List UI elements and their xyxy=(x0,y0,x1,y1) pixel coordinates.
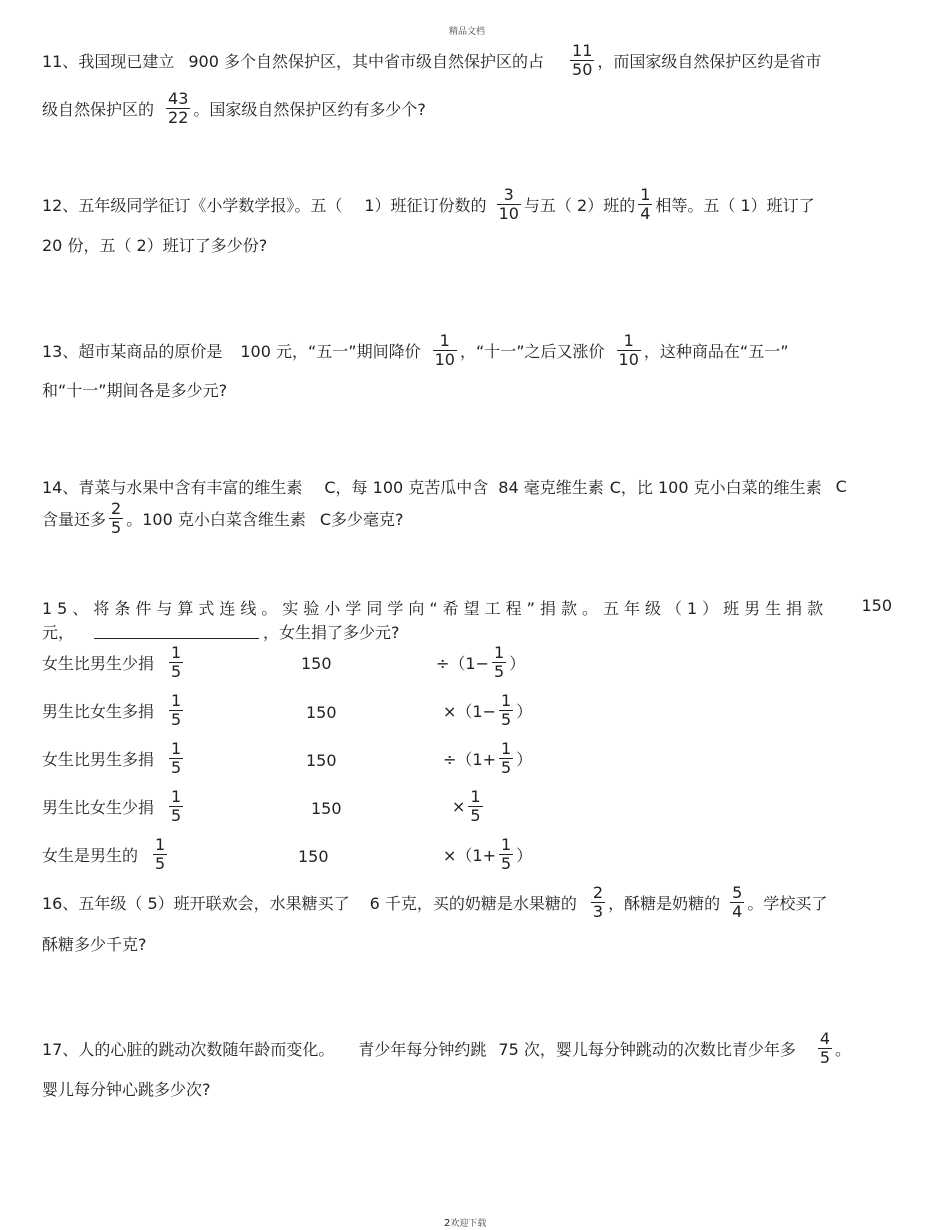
match-condition: 女生比男生少捐 xyxy=(42,654,155,674)
q17-text-a: 17、人的心脏的跳动次数随年龄而变化。 xyxy=(42,1040,335,1060)
question-17-line-2: 婴儿每分钟心跳多少次? xyxy=(42,1080,211,1099)
q11-text-d: 级自然保护区的 xyxy=(42,100,155,120)
page-number: 2 xyxy=(444,1218,451,1229)
q12-text-b: 1）班征订份数的 xyxy=(364,196,487,216)
match-condition: 女生比男生多捐 xyxy=(42,750,155,770)
match-condition-fraction: $\frac{1}{5}$ xyxy=(155,835,166,874)
question-15-line-2 xyxy=(42,620,400,643)
question-13-line-2: 和“十一”期间各是多少元? xyxy=(42,381,228,400)
question-12-line-2: 20 份，五（ 2）班订了多少份? xyxy=(42,236,268,255)
question-14-line-2 xyxy=(42,500,404,538)
q13-text-a: 13、超市某商品的原价是 xyxy=(42,342,223,362)
q14-text-g: 。100 克小白菜含维生素 xyxy=(126,510,306,530)
formula-fraction: $\frac{1}{5}$ xyxy=(501,835,512,874)
q12-text-d: 相等。五（ 1）班订了 xyxy=(655,196,815,216)
q17-fraction: $\frac{4}{5}$ xyxy=(819,1029,831,1068)
match-row xyxy=(42,692,186,730)
q14-text-f: 含量还多 xyxy=(42,510,107,530)
page-header: 精品文档 xyxy=(449,27,486,37)
question-17-line-1 xyxy=(42,1030,851,1068)
q14-text-a: 14、青菜与水果中含有丰富的维生素 xyxy=(42,478,303,497)
q13-text-b: 100 元，“五一”期间降价 xyxy=(240,342,421,362)
q14-text-e: C xyxy=(835,477,847,496)
match-row xyxy=(42,740,186,778)
q16-fraction-1: $\frac{2}{3}$ xyxy=(592,883,604,922)
q14-text-b: C，每 100 克苦瓜中含 xyxy=(324,478,489,497)
match-value: 150 xyxy=(301,654,332,673)
q11-text-e: 。国家级自然保护区约有多少个? xyxy=(193,100,426,120)
q16-text-d: 。学校买了 xyxy=(747,894,828,914)
q12-text-c: 与五（ 2）班的 xyxy=(523,196,636,216)
q15-text-b: 元， xyxy=(42,623,75,642)
page-footer xyxy=(444,1216,486,1229)
q12-fraction-2: $\frac{1}{4}$ xyxy=(640,185,651,224)
match-condition: 女生是男生的 xyxy=(42,846,139,866)
question-16-line-2: 酥糖多少千克? xyxy=(42,935,147,954)
q16-text-b: 6 千克，买的奶糖是水果糖的 xyxy=(369,894,577,914)
formula-fraction: $\frac{1}{5}$ xyxy=(501,739,512,778)
match-value: 150 xyxy=(298,847,329,866)
match-value: 150 xyxy=(306,751,337,770)
question-11-line-2 xyxy=(42,90,426,128)
q11-text-b: 900 多个自然保护区，其中省市级自然保护区的占 xyxy=(188,52,545,72)
formula-fraction: $\frac{1}{5}$ xyxy=(501,691,512,730)
question-14-line-1 xyxy=(42,475,847,498)
q15-text-c: ，女生捐了多少元? xyxy=(263,623,400,642)
question-16-line-1 xyxy=(42,884,827,922)
match-row xyxy=(42,836,170,874)
formula-fraction: $\frac{1}{5}$ xyxy=(470,787,481,826)
question-12-line-1 xyxy=(42,186,815,224)
match-formula: × $\frac{1}{5}$ xyxy=(452,787,481,826)
match-condition-fraction: $\frac{1}{5}$ xyxy=(171,691,182,730)
q17-text-c: 75 次，婴儿每分钟跳动的次数比青少年多 xyxy=(498,1040,796,1060)
match-formula: ×（1− $\frac{1}{5}$ ） xyxy=(443,691,533,730)
question-15-line-1 xyxy=(42,596,892,619)
q11-fraction-1: $\frac{11}{50}$ xyxy=(572,41,593,80)
match-condition: 男生比女生少捐 xyxy=(42,798,155,818)
match-row xyxy=(42,644,186,682)
q14-text-c: 84 毫克维生素 xyxy=(498,478,604,497)
match-value: 150 xyxy=(311,799,342,818)
q11-text-c: ，而国家级自然保护区约是省市 xyxy=(597,52,822,72)
match-formula: ÷（1− $\frac{1}{5}$ ） xyxy=(436,643,526,682)
q16-text-a: 16、五年级（ 5）班开联欢会，水果糖买了 xyxy=(42,894,350,914)
match-condition-fraction: $\frac{1}{5}$ xyxy=(171,787,182,826)
q17-text-b: 青少年每分钟约跳 xyxy=(358,1040,487,1060)
q14-text-d: C，比 100 克小白菜的维生素 xyxy=(609,478,822,497)
match-condition-fraction: $\frac{1}{5}$ xyxy=(171,643,182,682)
q14-fraction: $\frac{2}{5}$ xyxy=(111,499,122,538)
match-formula: ÷（1+ $\frac{1}{5}$ ） xyxy=(443,739,533,778)
q13-fraction-2: $\frac{1}{10}$ xyxy=(618,331,639,370)
q12-fraction-1: $\frac{3}{10}$ xyxy=(498,185,519,224)
question-13-line-1 xyxy=(42,332,789,370)
q17-text-d: 。 xyxy=(835,1040,852,1060)
formula-fraction: $\frac{1}{5}$ xyxy=(494,643,505,682)
q15-text-a: 15、将条件与算式连线。实验小学同学向“希望工程”捐款。五年级（1）班男生捐款 xyxy=(42,599,829,618)
q15-text-a2: 150 xyxy=(861,596,892,615)
q15-answer-blank[interactable] xyxy=(94,624,259,639)
footer-text: 欢迎下载 xyxy=(450,1219,487,1229)
match-formula: ×（1+ $\frac{1}{5}$ ） xyxy=(443,835,533,874)
match-row xyxy=(42,788,186,826)
q13-text-d: ，这种商品在“五一” xyxy=(643,342,789,362)
question-11-line-1 xyxy=(42,42,821,80)
q16-fraction-2: $\frac{5}{4}$ xyxy=(732,883,743,922)
q13-text-c: ，“十一”之后又涨价 xyxy=(459,342,605,362)
q16-text-c: ，酥糖是奶糖的 xyxy=(608,894,721,914)
match-value: 150 xyxy=(306,703,337,722)
q11-fraction-2: $\frac{43}{22}$ xyxy=(168,89,189,128)
q11-text-a: 11、我国现已建立 xyxy=(42,52,175,72)
match-condition-fraction: $\frac{1}{5}$ xyxy=(171,739,182,778)
match-condition: 男生比女生多捐 xyxy=(42,702,155,722)
q12-text-a: 12、五年级同学征订《小学数学报》。五（ xyxy=(42,196,343,216)
q13-fraction-1: $\frac{1}{10}$ xyxy=(434,331,455,370)
q14-text-h: C多少毫克? xyxy=(319,510,404,530)
